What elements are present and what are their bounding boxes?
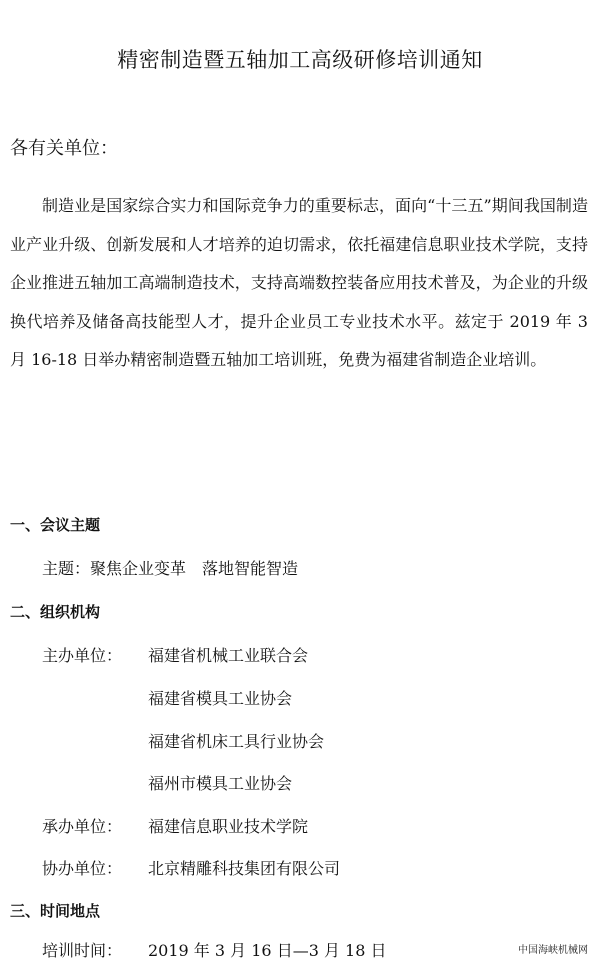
intro-paragraph: 制造业是国家综合实力和国际竞争力的重要标志，面向“十三五”期间我国制造业产业升级、创新发展和人才培养的迫切需求，依托福建信息职业技术学院，支持企业推进五轴加工高端制造技术，支持高端数控装备应用技术普及，为企业的升级换代培养及储备高技能型人才，提升企业员工专业技术水平。兹定于 2019 年 3 月 16-18 日举办精密制造暨五轴加工培训班，免费为福建省制造企业培训。 — [10, 196, 588, 370]
time-label: 培训时间： — [42, 941, 123, 960]
document-title: 精密制造暨五轴加工高级研修培训通知 — [117, 48, 483, 72]
host-item-4: 福州市模具工业协会 — [148, 774, 293, 793]
organizer-label: 承办单位： — [42, 817, 123, 836]
section-heading-theme: 一、会议主题 — [10, 516, 101, 534]
host-item-2: 福建省模具工业协会 — [148, 689, 293, 708]
theme-line: 主题：聚焦企业变革 落地智能智造 — [42, 559, 299, 578]
section-heading-organization: 二、组织机构 — [10, 603, 101, 621]
host-item-3: 福建省机床工具行业协会 — [148, 732, 325, 751]
source-watermark: 中国海峡机械网 — [518, 945, 588, 956]
time-value: 2019 年 3 月 16 日—3 月 18 日 — [148, 941, 387, 960]
co-organizer-value: 北京精雕科技集团有限公司 — [148, 859, 341, 878]
section-heading-time-place: 三、时间地点 — [10, 902, 101, 920]
host-item-1: 福建省机械工业联合会 — [148, 646, 309, 665]
salutation: 各有关单位： — [10, 138, 118, 159]
organizer-value: 福建信息职业技术学院 — [148, 817, 309, 836]
co-organizer-label: 协办单位： — [42, 859, 123, 878]
host-label: 主办单位： — [42, 646, 123, 665]
